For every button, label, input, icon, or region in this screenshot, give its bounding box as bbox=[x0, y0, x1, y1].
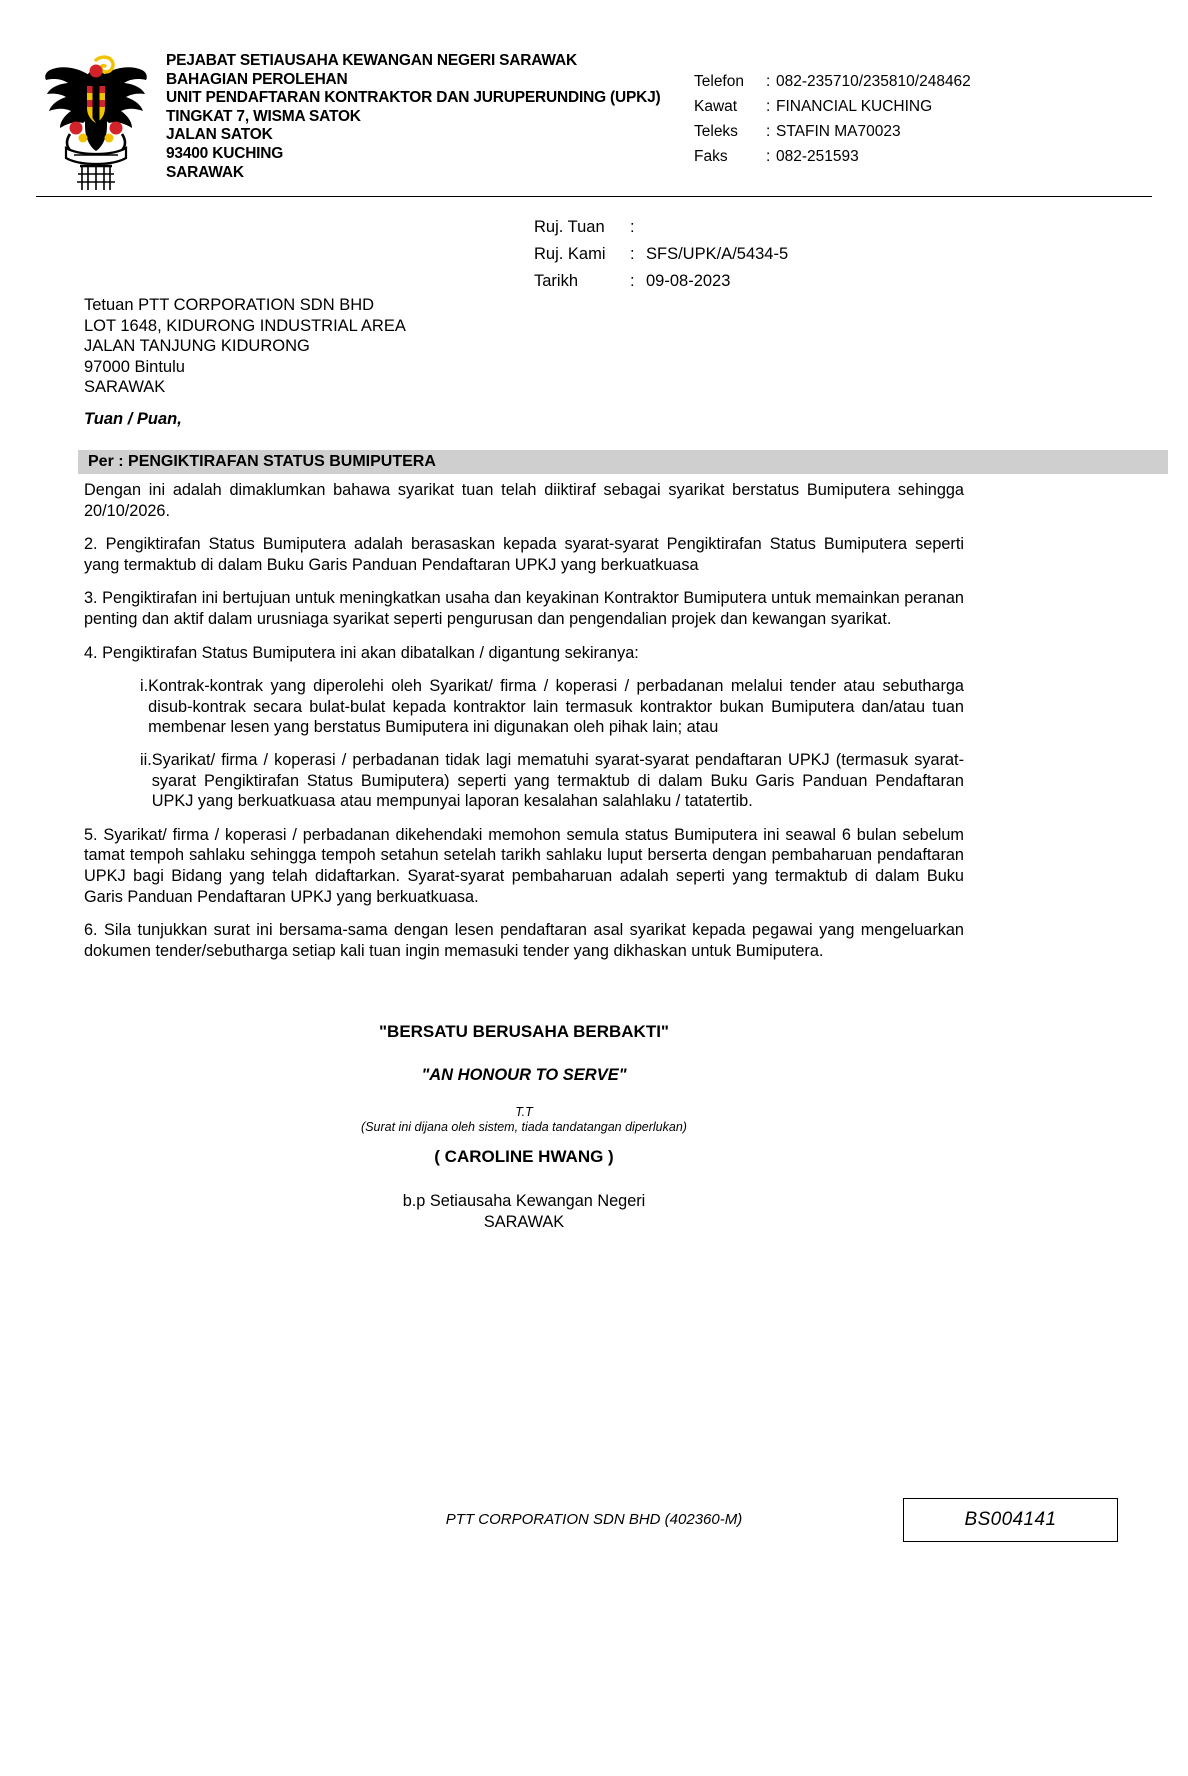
contact-details-block bbox=[694, 69, 971, 169]
signature-note: (Surat ini dijana oleh sistem, tiada tandatangan diperlukan) bbox=[361, 1120, 687, 1134]
recipient-line-1: Tetuan PTT CORPORATION SDN BHD bbox=[84, 296, 375, 314]
contact-label-telefon: Telefon bbox=[694, 73, 744, 90]
reference-label-tarikh: Tarikh bbox=[534, 272, 579, 290]
signer-role-line-1: b.p Setiausaha Kewangan Negeri bbox=[402, 1192, 646, 1210]
reference-value-ruj-kami: SFS/UPK/A/5434-5 bbox=[646, 245, 789, 263]
list-item-text-ii: Syarikat/ firma / koperasi / perbadanan tidak lagi mematuhi syarat-syarat pendaftaran UPKJ (termasuk syarat-syarat Pengiktirafan Status Bumiputera) seperti yang termaktub di dalam Buku Garis Panduan Pendaftaran UPKJ yang berkuatkuasa atau mempunyai laporan kesalahan salahlaku / tatatertib. bbox=[151, 750, 964, 811]
motto-english: "AN HONOUR TO SERVE" bbox=[421, 1066, 627, 1084]
closing-block bbox=[84, 1022, 964, 1232]
contact-label-faks: Faks bbox=[694, 148, 728, 165]
reference-label-ruj-kami: Ruj. Kami bbox=[534, 245, 606, 263]
crest-container bbox=[36, 52, 156, 190]
letter-body bbox=[84, 480, 964, 974]
footer-company-name: PTT CORPORATION SDN BHD (402360-M) bbox=[445, 1511, 743, 1528]
contact-label-teleks: Teleks bbox=[694, 123, 738, 140]
contact-value-kawat: FINANCIAL KUCHING bbox=[776, 98, 933, 115]
body-paragraph-4: 4. Pengiktirafan Status Bumiputera ini akan dibatalkan / digantung sekiranya: bbox=[84, 643, 639, 662]
recipient-line-3: JALAN TANJUNG KIDURONG bbox=[84, 337, 310, 355]
contact-colon-telefon: : bbox=[766, 73, 771, 90]
reference-row-ruj-kami bbox=[534, 241, 788, 268]
recipient-line-5: SARAWAK bbox=[84, 378, 166, 396]
subject-line: Per : PENGIKTIRAFAN STATUS BUMIPUTERA bbox=[88, 453, 436, 470]
reference-row-tarikh bbox=[534, 268, 788, 295]
reference-colon-tarikh: : bbox=[630, 272, 635, 290]
list-item bbox=[84, 676, 964, 738]
header-divider bbox=[36, 196, 1152, 197]
serial-number: BS004141 bbox=[964, 1509, 1057, 1530]
recipient-line-4: 97000 Bintulu bbox=[84, 357, 185, 376]
organisation-name-block bbox=[166, 52, 686, 182]
organisation-line-3: UNIT PENDAFTARAN KONTRAKTOR DAN JURUPERUNDING (UPKJ) bbox=[166, 89, 661, 107]
reference-block bbox=[534, 214, 788, 295]
contact-row-teleks bbox=[694, 119, 971, 144]
conditions-list bbox=[84, 676, 964, 812]
list-item-text-i: Kontrak-kontrak yang diperolehi oleh Syarikat/ firma / koperasi / perbadanan melalui tender atau sebutharga disub-kontrak secara bulat-bulat kepada kontraktor lain termasuk kontraktor bukan Bumiputera dan/atau tuan membenar lesen yang berstatus Bumiputera ini digunakan oleh pihak lain; atau bbox=[148, 677, 964, 737]
body-paragraph-3: 3. Pengiktirafan ini bertujuan untuk meningkatkan usaha dan keyakinan Kontraktor Bumiputera untuk memainkan peranan penting dan aktif dalam urusniaga syarikat seperti pengurusan dan pengendalian projek dan kewangan syarikat. bbox=[84, 589, 964, 628]
serial-number-box bbox=[903, 1498, 1118, 1542]
organisation-line-1: PEJABAT SETIAUSAHA KEWANGAN NEGERI SARAWAK bbox=[166, 52, 577, 69]
recipient-line-2: LOT 1648, KIDURONG INDUSTRIAL AREA bbox=[84, 316, 406, 335]
organisation-line-2: BAHAGIAN PEROLEHAN bbox=[166, 70, 348, 88]
body-paragraph-2: 2. Pengiktirafan Status Bumiputera adalah berasaskan kepada syarat-syarat Pengiktirafan Status Bumiputera seperti yang termaktub di dalam Buku Garis Panduan Pendaftaran UPKJ yang berkuatkuasa bbox=[84, 535, 964, 574]
reference-colon-ruj-kami: : bbox=[630, 245, 635, 263]
contact-row-telefon bbox=[694, 69, 971, 94]
contact-row-kawat bbox=[694, 94, 971, 119]
body-paragraph-5: 5. Syarikat/ firma / koperasi / perbadanan dikehendaki memohon semula status Bumiputera ini seawal 6 bulan sebelum tamat tempoh sahlaku sehingga tempoh setahun setelah tarikh sahlaku luput berserta dengan pembaharuan pendaftaran UPKJ bagi Bidang yang telah didaftarkan. Syarat-syarat pembaharuan adalah seperti yang termaktub di dalam Buku Garis Panduan Pendaftaran UPKJ yang berkuatkuasa. bbox=[84, 825, 964, 906]
reference-value-tarikh: 09-08-2023 bbox=[646, 272, 731, 290]
salutation: Tuan / Puan, bbox=[84, 410, 182, 428]
signature-mark: T.T bbox=[515, 1105, 533, 1119]
organisation-line-6: 93400 KUCHING bbox=[166, 144, 284, 162]
motto-malay: "BERSATU BERUSAHA BERBAKTI" bbox=[378, 1022, 669, 1041]
reference-row-ruj-tuan bbox=[534, 214, 788, 241]
list-item bbox=[84, 750, 964, 812]
letterhead bbox=[0, 52, 1188, 190]
contact-value-faks: 082-251593 bbox=[776, 148, 859, 165]
reference-colon-ruj-tuan: : bbox=[630, 218, 635, 236]
signer-name: ( CAROLINE HWANG ) bbox=[434, 1147, 614, 1166]
contact-colon-faks: : bbox=[766, 148, 771, 165]
body-paragraph-1: Dengan ini adalah dimaklumkan bahawa syarikat tuan telah diiktiraf sebagai syarikat berstatus Bumiputera sehingga 20/10/2026. bbox=[84, 481, 964, 520]
contact-row-faks bbox=[694, 144, 971, 169]
contact-value-teleks: STAFIN MA70023 bbox=[776, 123, 901, 140]
contact-value-telefon: 082-235710/235810/248462 bbox=[776, 73, 971, 90]
reference-label-ruj-tuan: Ruj. Tuan bbox=[534, 218, 605, 236]
organisation-line-5: JALAN SATOK bbox=[166, 126, 273, 144]
subject-banner bbox=[78, 450, 1168, 474]
organisation-line-7: SARAWAK bbox=[166, 163, 244, 181]
contact-colon-kawat: : bbox=[766, 98, 771, 115]
list-item-marker-ii: ii. bbox=[140, 750, 152, 769]
contact-label-kawat: Kawat bbox=[694, 98, 738, 115]
sarawak-coat-of-arms-icon bbox=[40, 52, 152, 190]
body-paragraph-6: 6. Sila tunjukkan surat ini bersama-sama dengan lesen pendaftaran asal syarikat kepada pegawai yang mengeluarkan dokumen tender/sebutharga setiap kali tuan ingin memasuki tender yang dikhaskan untuk Bumiputera. bbox=[84, 921, 964, 960]
recipient-address bbox=[84, 295, 406, 398]
signer-role-line-2: SARAWAK bbox=[483, 1212, 565, 1231]
list-item-marker-i: i. bbox=[140, 677, 149, 696]
contact-colon-teleks: : bbox=[766, 123, 771, 140]
organisation-line-4: TINGKAT 7, WISMA SATOK bbox=[166, 107, 361, 125]
